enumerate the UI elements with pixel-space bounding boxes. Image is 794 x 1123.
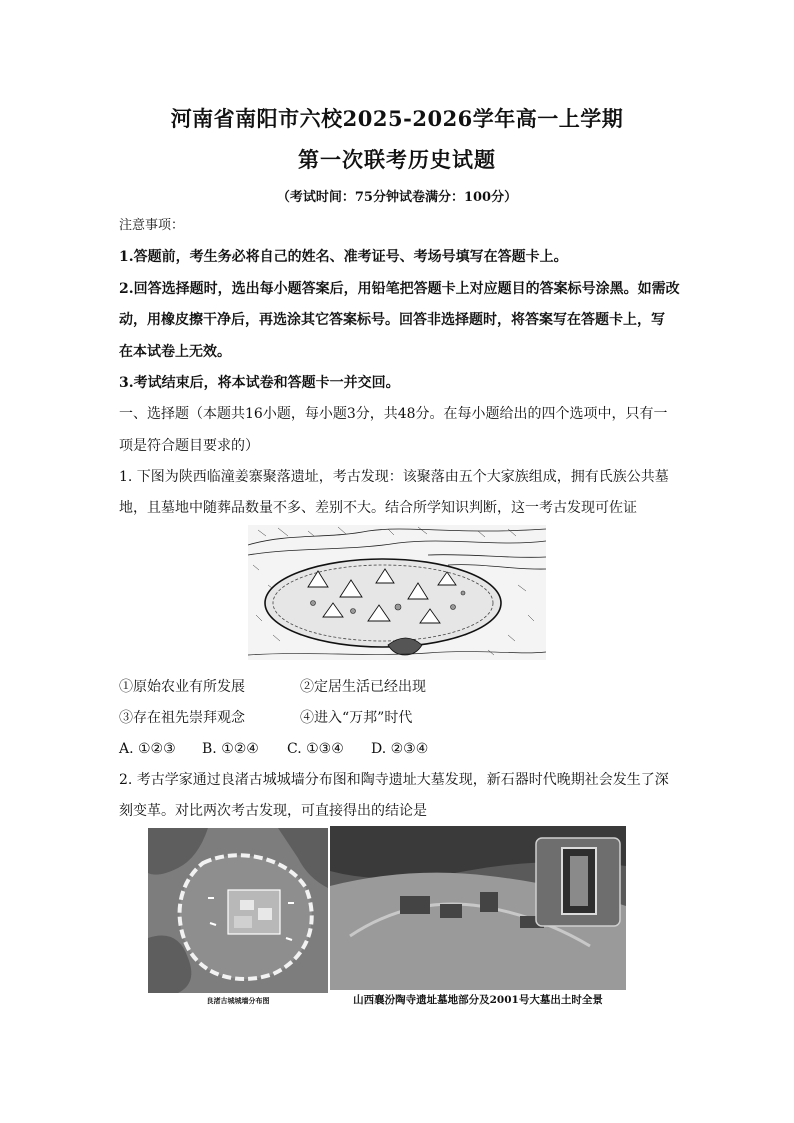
taosi-tomb-photo xyxy=(330,826,626,1008)
notes-item-2: 2.回答选择题时，选出每小题答案后，用铅笔把答题卡上对应题目的答案标号涂黑。如需改 xyxy=(119,281,680,297)
taosi-photo-caption: 山西襄汾陶寺遗址墓地部分及2001号大墓出土时全景 xyxy=(353,994,603,1006)
q1-statement-1: ①原始农业有所发展 xyxy=(119,679,245,695)
q1-statement-4: ④进入“万邦”时代 xyxy=(300,710,413,726)
notes-item-2-end: 在本试卷上无效。 xyxy=(119,344,231,360)
liangzhu-map-caption: 良渚古城城墙分布图 xyxy=(206,996,270,1005)
q1-statement-3: ③存在祖先崇拜观念 xyxy=(119,710,245,726)
q1-choice-c[interactable]: C. ①③④ xyxy=(287,741,344,757)
notes-heading: 注意事项： xyxy=(119,218,185,233)
q1-choice-d[interactable]: D. ②③④ xyxy=(371,741,429,757)
question-2-stem: 2. 考古学家通过良渚古城城墙分布图和陶寺遗址大墓发现，新石器时代晚期社会发生了深 xyxy=(119,772,669,788)
notes-item-1: 1.答题前，考生务必将自己的姓名、准考证号、考场号填写在答题卡上。 xyxy=(119,249,568,265)
exam-title-line1: 河南省南阳市六校2025-2026学年高一上学期 xyxy=(170,106,624,131)
q1-choice-b[interactable]: B. ①②④ xyxy=(202,741,259,757)
liangzhu-city-wall-map xyxy=(148,828,328,1006)
question-1-stem-cont: 地，且墓地中随葬品数量不多、差别不大。结合所学知识判断，这一考古发现可佐证 xyxy=(119,500,637,516)
jiangzhai-settlement-illustration xyxy=(248,525,546,660)
question-1-stem: 1. 下图为陕西临潼姜寨聚落遗址，考古发现：该聚落由五个大家族组成，拥有氏族公共墓 xyxy=(119,469,669,485)
section-heading-cont: 项是符合题目要求的） xyxy=(119,438,259,454)
notes-item-3: 3.考试结束后，将本试卷和答题卡一并交回。 xyxy=(119,375,400,391)
section-heading: 一、选择题（本题共16小题，每小题3分，共48分。在每小题给出的四个选项中，只有一 xyxy=(119,406,668,422)
q1-statement-2: ②定居生活已经出现 xyxy=(300,679,426,695)
notes-item-2-cont: 动，用橡皮擦干净后，再选涂其它答案标号。回答非选择题时，将答案写在答题卡上，写 xyxy=(119,312,665,328)
exam-subtitle: （考试时间：75分钟试卷满分：100分） xyxy=(276,190,518,205)
exam-title-line2: 第一次联考历史试题 xyxy=(298,147,496,172)
question-2-stem-cont: 刻变革。对比两次考古发现，可直接得出的结论是 xyxy=(119,803,427,819)
q1-choice-a[interactable]: A. ①②③ xyxy=(119,741,176,757)
